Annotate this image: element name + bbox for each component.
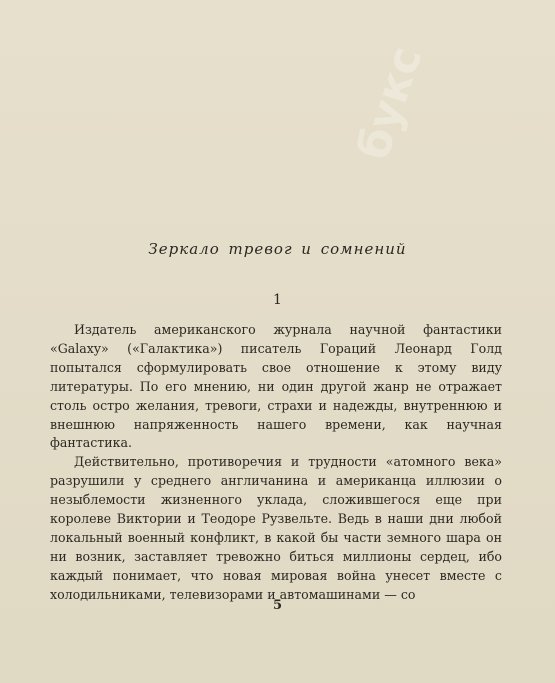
paragraph-1: Издатель американского журнала научной фантастики «Galaxy» («Галактика») писатель Гораций Леонард Голд попытался сформулировать свое отношение к этому виду литературы. По его мнению, ни один другой жанр не отражает столь остро желания, тревоги, страхи и надежды, внутреннюю и внешнюю напряженность нашего времени, как научная фантастика. [50,322,502,451]
watermark: букс [348,40,433,166]
body-text [50,321,502,605]
section-number: 1 [273,292,282,308]
chapter-title: Зеркало тревог и сомнений [148,240,407,258]
paragraph-2: Действительно, противоречия и трудности «атомного века» разрушили у среднего англичанина и американца иллюзии о незыблемости жизненного уклада, сложившегося еще при королеве Виктории и Теодоре Рузвельте. Ведь в наши дни любой локальный военный конфликт, в какой бы части земного шара он ни возник, заставляет тревожно биться миллионы сердец, ибо каждый понимает, что новая мировая война унесет вместе с холодильниками, телевизорами и автомашинами — со [50,454,502,602]
page-number: 5 [272,598,283,613]
